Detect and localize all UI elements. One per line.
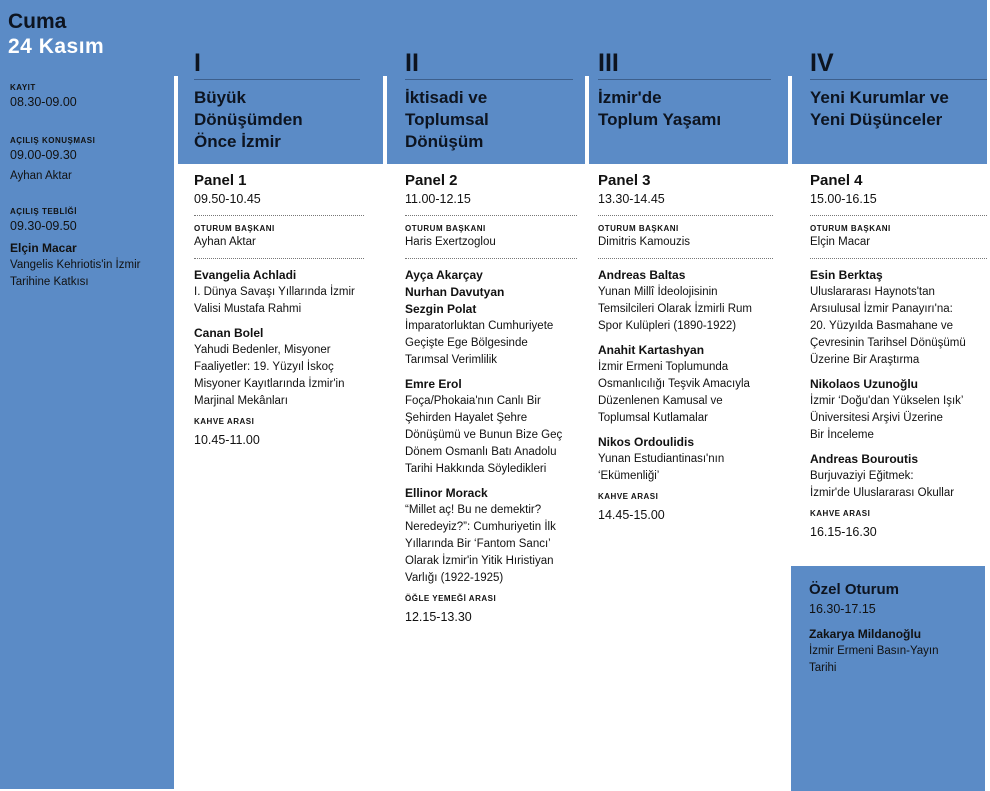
panel-3 <box>598 172 773 524</box>
speaker-name: Nurhan Davutyan <box>405 285 505 299</box>
column-title: İktisadi ve Toplumsal Dönüşüm <box>405 88 489 151</box>
dotted-divider <box>598 215 773 216</box>
talk <box>194 267 364 318</box>
panel-time: 15.00-16.15 <box>810 192 877 206</box>
panel-time: 13.30-14.45 <box>598 192 665 206</box>
break-label: KAHVE ARASI <box>810 509 871 518</box>
talk-title-line: Dönem Osmanlı Batı Anadolu <box>405 446 557 458</box>
coffee-break <box>194 417 364 449</box>
day-heading <box>8 9 104 59</box>
talk-title-line: Üzerine Bir Araştırma <box>810 354 920 366</box>
talk <box>598 267 773 335</box>
talk <box>810 451 987 502</box>
talk <box>810 376 987 444</box>
break-time: 16.15-16.30 <box>810 525 877 539</box>
dotted-divider <box>598 258 773 259</box>
chair-name: Dimitris Kamouzis <box>598 236 691 248</box>
talk-title-line: İzmir Ermeni Basın-Yayın <box>809 645 939 657</box>
panel-2 <box>405 172 577 626</box>
chair-label: OTURUM BAŞKANI <box>598 224 679 233</box>
speaker-name: Esin Berktaş <box>810 268 883 282</box>
talk <box>194 325 364 410</box>
talk-title-line: Düzenlenen Kamusal ve <box>598 395 723 407</box>
talk-title-line: Foça/Phokaia'nın Canlı Bir <box>405 395 541 407</box>
talk-title-line: Arsıulusal İzmir Panayırı'na: <box>810 303 953 315</box>
talk-title-line: Şehirden Hayalet Şehre <box>405 412 528 424</box>
break-label: KAHVE ARASI <box>598 492 659 501</box>
panel-title: Panel 4 <box>810 172 863 189</box>
talk-title-line: Dönüşümü ve Bunun Bize Geç <box>405 429 563 441</box>
panel-4 <box>810 172 987 541</box>
column-divider <box>383 76 387 164</box>
column-numeral: I <box>194 49 201 77</box>
item-speaker: Ayhan Aktar <box>10 170 72 182</box>
panel-title: Panel 3 <box>598 172 651 189</box>
talk-title-line: “Millet aç! Bu ne demektir? <box>405 504 542 516</box>
speaker-name: Evangelia Achladi <box>194 268 297 282</box>
talk-title-line: Yahudi Bedenler, Misyoner <box>194 344 331 356</box>
talk <box>810 267 987 369</box>
talk-title-line: Faaliyetler: 19. Yüzyıl İskoç <box>194 361 334 373</box>
item-time: 08.30-09.00 <box>10 95 77 109</box>
special-session-title: Özel Oturum <box>809 581 900 598</box>
weekday: Cuma <box>8 10 67 33</box>
item-title-line: Tarihine Katkısı <box>10 276 89 288</box>
talk <box>598 342 773 427</box>
talk-title-line: Tarımsal Verimlilik <box>405 354 498 366</box>
special-session-time: 16.30-17.15 <box>809 602 876 616</box>
column-title: Yeni Kurumlar ve Yeni Düşünceler <box>810 88 949 129</box>
lunch-break <box>405 594 577 626</box>
chair-label: OTURUM BAŞKANI <box>810 224 891 233</box>
talk-title-line: Yunan Millî İdeolojisinin <box>598 286 718 298</box>
talk-title-line: Valisi Mustafa Rahmi <box>194 303 302 315</box>
talk <box>405 267 577 369</box>
talk-title-line: Spor Kulüpleri (1890-1922) <box>598 320 737 332</box>
chair-name: Elçin Macar <box>810 236 871 248</box>
date: 24 Kasım <box>8 35 105 58</box>
talk-title-line: Çevresinin Tarihsel Dönüşümü <box>810 337 966 349</box>
talk-title-line: Toplumsal Kutlamalar <box>598 412 708 424</box>
talk <box>405 376 577 478</box>
sidebar-item-registration <box>10 83 77 111</box>
chair-label: OTURUM BAŞKANI <box>194 224 275 233</box>
column-divider <box>788 76 792 164</box>
item-label: KAYIT <box>10 83 36 92</box>
column-header-3 <box>598 48 771 131</box>
talk-title-line: Varlığı (1922-1925) <box>405 572 504 584</box>
item-label: AÇILIŞ KONUŞMASI <box>10 136 96 145</box>
coffee-break <box>810 509 987 541</box>
item-title-line: Vangelis Kehriotis'in İzmir <box>10 259 141 271</box>
panel-title: Panel 2 <box>405 172 458 189</box>
column-title: İzmir'de Toplum Yaşamı <box>598 88 722 129</box>
talk <box>598 434 773 485</box>
column-numeral: IV <box>810 49 834 77</box>
speaker-name: Nikolaos Uzunoğlu <box>810 377 918 391</box>
talk-title-line: İmparatorluktan Cumhuriyete <box>405 320 554 332</box>
column-numeral: III <box>598 49 619 77</box>
talk-title-line: Üniversitesi Arşivi Üzerine <box>810 412 943 424</box>
sidebar-item-opening-paper <box>10 207 170 291</box>
coffee-break <box>598 492 773 524</box>
panel-time: 11.00-12.15 <box>405 192 471 206</box>
talk-title-line: Burjuvaziyi Eğitmek: <box>810 470 914 482</box>
panel-1 <box>194 172 364 449</box>
column-header-2 <box>405 48 573 153</box>
dotted-divider <box>194 215 364 216</box>
speaker-name: Emre Erol <box>405 377 462 391</box>
item-label: AÇILIŞ TEBLİĞİ <box>10 207 77 216</box>
item-speaker: Elçin Macar <box>10 241 77 255</box>
sidebar-item-opening-speech <box>10 136 95 185</box>
talk-title-line: ‘Ekümenliği’ <box>598 470 660 482</box>
talk-title-line: Bir İnceleme <box>810 429 874 441</box>
talk-title-line: Yunan Estudiantinası'nın <box>598 453 725 465</box>
talk-title-line: Osmanlıcılığı Teşvik Amacıyla <box>598 378 750 390</box>
break-label: ÖĞLE YEMEĞİ ARASI <box>405 594 497 603</box>
talk-title-line: Uluslararası Haynots'tan <box>810 286 935 298</box>
dotted-divider <box>810 215 987 216</box>
panel-title: Panel 1 <box>194 172 247 189</box>
speaker-name: Nikos Ordoulidis <box>598 435 695 449</box>
speaker-name: Ayça Akarçay <box>405 268 483 282</box>
talk-title-line: Yıllarında Bir ‘Fantom Sancı’ <box>405 538 551 550</box>
talk-title-line: 20. Yüzyılda Basmahane ve <box>810 320 953 332</box>
speaker-name: Andreas Bouroutis <box>810 452 919 466</box>
item-time: 09.00-09.30 <box>10 148 77 162</box>
talk-title-line: Marjinal Mekânları <box>194 395 288 407</box>
header-rule <box>405 79 573 80</box>
talk-title-line: İzmir'de Uluslararası Okullar <box>810 487 955 499</box>
speaker-name: Canan Bolel <box>194 326 264 340</box>
talk <box>405 485 577 587</box>
break-time: 10.45-11.00 <box>194 433 260 447</box>
talk-title-line: Tarihi Hakkında Söyledikleri <box>405 463 547 475</box>
break-time: 14.45-15.00 <box>598 508 665 522</box>
talk-title-line: Geçişte Ege Bölgesinde <box>405 337 528 349</box>
column-header-1 <box>194 48 360 153</box>
chair-name: Haris Exertzoglou <box>405 236 496 248</box>
speaker-name: Andreas Baltas <box>598 268 686 282</box>
speaker-name: Anahit Kartashyan <box>598 343 705 357</box>
talk-title-line: İzmir ‘Doğu'dan Yükselen Işık’ <box>810 395 964 407</box>
break-time: 12.15-13.30 <box>405 610 472 624</box>
talk-title-line: Temsilcileri Olarak İzmirli Rum <box>598 303 752 315</box>
dotted-divider <box>405 215 577 216</box>
item-time: 09.30-09.50 <box>10 219 77 233</box>
speaker-name: Sezgin Polat <box>405 302 477 316</box>
talk-title-line: İzmir Ermeni Toplumunda <box>598 361 729 373</box>
column-divider <box>585 76 589 164</box>
header-rule <box>810 79 987 80</box>
talk-title-line: Tarihi <box>809 662 837 674</box>
sidebar <box>0 0 174 789</box>
column-numeral: II <box>405 49 419 77</box>
column-title: Büyük Dönüşümden Önce İzmir <box>194 88 303 151</box>
header-rule <box>598 79 771 80</box>
talk-title-line: Neredeyiz?”: Cumhuriyetin İlk <box>405 521 556 533</box>
header-rule <box>194 79 360 80</box>
break-label: KAHVE ARASI <box>194 417 255 426</box>
speaker-name: Zakarya Mildanoğlu <box>809 627 922 641</box>
dotted-divider <box>810 258 987 259</box>
column-header-4 <box>810 48 987 131</box>
column-divider <box>174 76 178 164</box>
panel-time: 09.50-10.45 <box>194 192 261 206</box>
talk-title-line: Misyoner Kayıtlarında İzmir'in <box>194 378 345 390</box>
talk-title-line: Olarak İzmir'in Yitik Hıristiyan <box>405 555 554 567</box>
speaker-name: Ellinor Morack <box>405 486 488 500</box>
special-session <box>791 566 985 791</box>
talk-title-line: I. Dünya Savaşı Yıllarında İzmir <box>194 286 355 298</box>
dotted-divider <box>194 258 364 259</box>
chair-label: OTURUM BAŞKANI <box>405 224 486 233</box>
dotted-divider <box>405 258 577 259</box>
chair-name: Ayhan Aktar <box>194 236 256 248</box>
